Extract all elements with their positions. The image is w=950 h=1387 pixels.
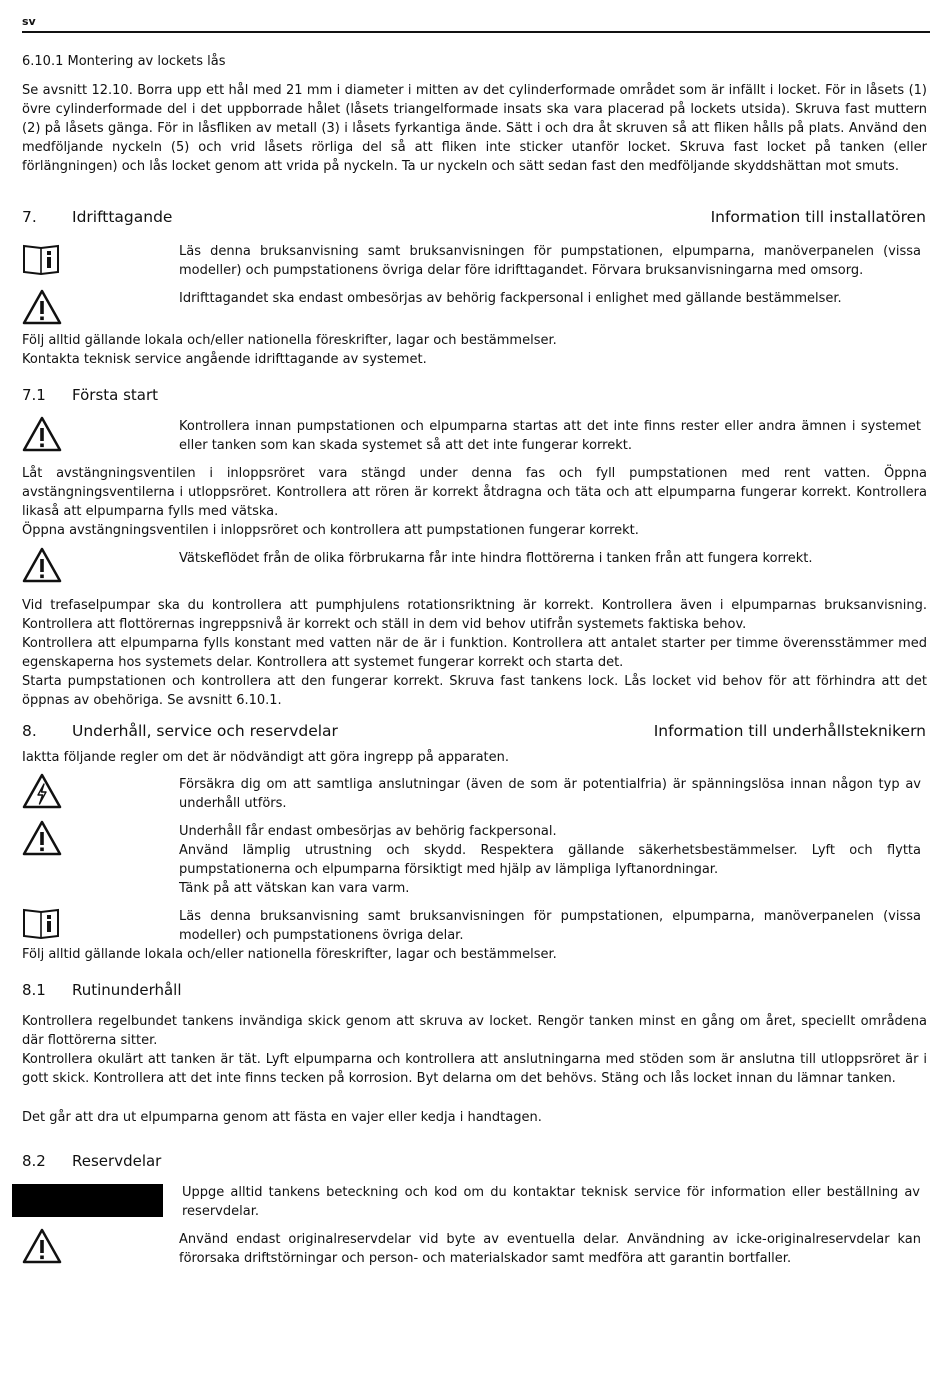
section-number: 7. — [22, 208, 37, 226]
paragraph: Vid trefaselpumpar ska du kontrollera att pumphjulens rotationsriktning är korrekt. Kontrollera även i elpumparnas bruksanvisning. Kontrollera att flottörernas ingreppsnivå är korrekt och ställ in dem vid behov utifrån systemets faktiska behov. — [22, 598, 927, 632]
section-heading-7 — [22, 208, 926, 227]
note-hot-liquid: Tänk på att vätskan kan vara varm. — [179, 881, 410, 896]
section-heading-8 — [22, 722, 926, 741]
header-rule — [22, 31, 930, 33]
note-tank-code: Uppge alltid tankens beteckning och kod om du kontaktar teknisk service för information eller beställning av reservdelar. — [182, 1185, 920, 1219]
paragraph: Kontakta teknisk service angående idrifttagande av systemet. — [22, 352, 427, 367]
language-code: sv — [22, 15, 36, 28]
section-title-6-10-1: 6.10.1 Montering av lockets lås — [22, 54, 226, 69]
paragraph: Iaktta följande regler om det är nödvändigt att göra ingrepp på apparaten. — [22, 750, 510, 765]
warning-icon — [22, 546, 62, 586]
warning-icon — [22, 415, 62, 455]
paragraph: Kontrollera okulärt att tanken är tät. Lyft elpumparna och kontrollera att anslutningarna med stöden som är anslutna till utloppsröret är i gott skick. Kontrollera att det inte finns tecken på korrosion. Byt delarna om det behövs. Stäng och lås locket innan du lämnar tanken. — [22, 1052, 927, 1086]
warning-icon — [22, 288, 62, 328]
section-title: Reservdelar — [72, 1152, 162, 1170]
paragraph: Följ alltid gällande lokala och/eller nationella föreskrifter, lagar och bestämmelser. — [22, 947, 557, 962]
section-title: Idrifttagande — [72, 208, 173, 226]
section-number: 8.2 — [22, 1152, 46, 1170]
paragraph: Kontrollera regelbundet tankens invändiga skick genom att skruva av locket. Rengör tanken minst en gång om året, speciellt områdena där flottörerna sitter. — [22, 1014, 927, 1048]
note-qualified-staff: Idrifttagandet ska endast ombesörjas av behörig fackpersonal i enlighet med gällande bestämmelser. — [179, 291, 842, 306]
warning-icon — [22, 819, 62, 859]
manual-info-icon — [22, 904, 62, 944]
section-heading-7-1 — [22, 386, 158, 405]
section-heading-8-1 — [22, 981, 182, 1000]
section-title: Första start — [72, 386, 159, 404]
audience-label: Information till installatören — [710, 208, 926, 226]
paragraph: Följ alltid gällande lokala och/eller nationella föreskrifter, lagar och bestämmelser. — [22, 333, 557, 348]
paragraph: Det går att dra ut elpumparna genom att fästa en vajer eller kedja i handtagen. — [22, 1110, 542, 1125]
audience-label: Information till underhållsteknikern — [653, 722, 926, 740]
electric-hazard-icon — [22, 772, 62, 812]
note-read-manual: Läs denna bruksanvisning samt bruksanvisningen för pumpstationen, elpumparna, manöverpanelen (vissa modeller) och pumpstationens övriga delar före idrifttagandet. Förvara bruksanvisningarna med omsorg. — [179, 244, 921, 278]
section-title: Underhåll, service och reservdelar — [72, 722, 338, 740]
note-check-residues: Kontrollera innan pumpstationen och elpumparna startas att det inte finns rester eller andra ämnen i systemet eller tanken som kan skada systemet så att det inte fungerar korrekt. — [179, 419, 921, 453]
section-body-6-10-1: Se avsnitt 12.10. Borra upp ett hål med 21 mm i diameter i mitten av det cylinderformade området som är infällt i locket. För in låsets (1) övre cylinderformade del i det uppborrade hålet (låsets triangelformade insats ska vara placerad på lockets utsida). Skruva fast muttern (2) på låsets gänga. För in låsfliken av metall (3) i låsets fyrkantiga ände. Sätt i och dra åt skruven så att fliken hålls på plats. Använd den medföljande nyckeln (5) och vrid låsets rörliga del så att fliken inte sticker utanför locket. Skruva fast locket på tanken (eller förlängningen) och lås locket genom att vrida på nyckeln. Ta ur nyckeln och sätt sedan fast den medföljande skyddshättan mot smuts. — [22, 83, 927, 174]
paragraph: Låt avstängningsventilen i inloppsröret vara stängd under denna fas och fyll pumpstationen med rent vatten. Öppna avstängningsventilerna i utloppsröret. Kontrollera att rören är korrekt åtdragna och täta och att elpumparna fungerar korrekt. Kontrollera likaså att elpumparna fylls med vätska. — [22, 466, 927, 519]
redacted-label-box — [12, 1184, 163, 1217]
note-voltage-free: Försäkra dig om att samtliga anslutningar (även de som är potentialfria) är spänningslösa innan någon typ av underhåll utförs. — [179, 777, 921, 811]
section-number: 8. — [22, 722, 37, 740]
note-floats: Vätskeflödet från de olika förbrukarna får inte hindra flottörerna i tanken från att fungera korrekt. — [179, 551, 813, 566]
warning-icon — [22, 1227, 62, 1267]
note-read-manual: Läs denna bruksanvisning samt bruksanvisningen för pumpstationen, elpumparna, manöverpanelen (vissa modeller) och pumpstationens övriga delar. — [179, 909, 921, 943]
note-original-parts: Använd endast originalreservdelar vid byte av eventuella delar. Användning av icke-originalreservdelar kan förorsaka driftstörningar och person- och materialskador samt medföra att garantin bortfaller. — [179, 1232, 921, 1266]
section-title: Rutinunderhåll — [72, 981, 182, 999]
paragraph: Öppna avstängningsventilen i inloppsröret och kontrollera att pumpstationen fungerar korrekt. — [22, 523, 639, 538]
manual-info-icon — [22, 240, 62, 280]
paragraph: Kontrollera att elpumparna fylls konstant med vatten när de är i funktion. Kontrollera att antalet starter per timme överensstämmer med egenskaperna hos systemets delar. Kontrollera att systemet fungerar korrekt och starta det. — [22, 636, 927, 670]
section-heading-8-2 — [22, 1152, 161, 1171]
section-number: 7.1 — [22, 386, 46, 404]
paragraph: Starta pumpstationen och kontrollera att den fungerar korrekt. Skruva fast tankens lock. Lås locket vid behov för att förhindra att det öppnas av obehöriga. Se avsnitt 6.10.1. — [22, 674, 927, 708]
note-equipment: Använd lämplig utrustning och skydd. Respektera gällande säkerhetsbestämmelser. Lyft och flytta pumpstationerna och elpumparna försiktigt med hjälp av lämpliga lyftanordningar. — [179, 843, 921, 877]
section-number: 8.1 — [22, 981, 46, 999]
note-maintenance-staff: Underhåll får endast ombesörjas av behörig fackpersonal. — [179, 824, 557, 839]
